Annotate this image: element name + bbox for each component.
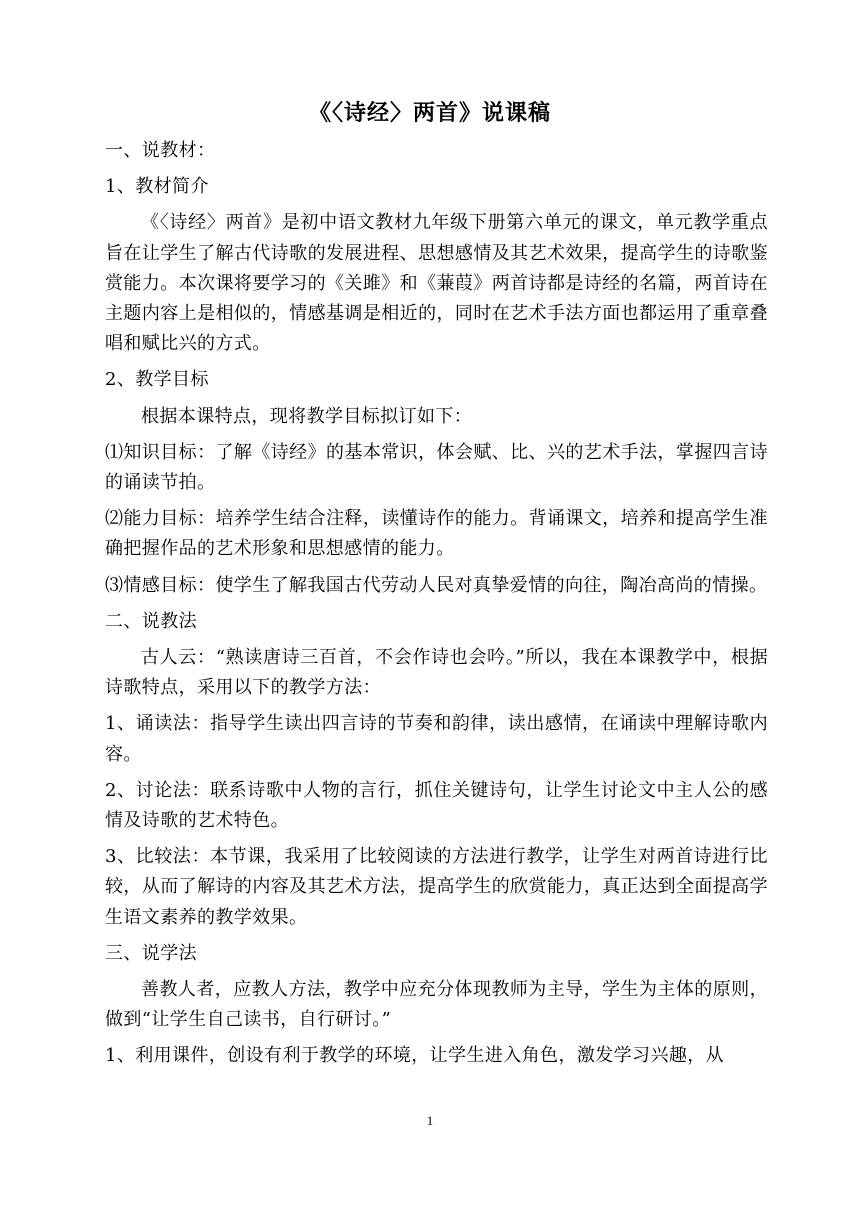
document-title: 《〈诗经〉两首》说课稿 — [308, 101, 551, 126]
paragraph: 1、诵读法：指导学生读出四言诗的节奏和韵律，读出感情，在诵读中理解诗歌内容。 — [105, 713, 768, 765]
paragraph: 二、说教法 — [105, 610, 197, 632]
paragraph: 一、说教材： — [105, 140, 216, 161]
paragraph: 3、比较法：本节课，我采用了比较阅读的方法进行教学，让学生对两首诗进行比较，从而了解诗的内容及其艺术方法，提高学生的欣赏能力，真正达到全面提高学生语文素养的教学效果。 — [105, 846, 768, 928]
paragraph: ⑴知识目标：了解《诗经》的基本常识，体会赋、比、兴的艺术手法，掌握四言诗的诵读节拍。 — [105, 441, 768, 494]
paragraph: 2、讨论法：联系诗歌中人物的言行，抓住关键诗句，让学生讨论文中主人公的感情及诗歌的艺术特色。 — [105, 779, 768, 832]
paragraph: 2、教学目标 — [105, 369, 209, 391]
paragraph: 1、教材简介 — [105, 176, 209, 198]
page-number: 1 — [426, 1113, 434, 1128]
paragraph: 三、说学法 — [105, 942, 197, 964]
paragraph: 古人云：“熟读唐诗三百首，不会作诗也会吟。”所以，我在本课教学中，根据诗歌特点，采用以下的教学方法： — [105, 647, 768, 699]
paragraph: ⑶情感目标：使学生了解我国古代劳动人民对真挚爱情的向往，陶冶高尚的情操。 — [105, 574, 768, 596]
paragraph: 善教人者，应教人方法，教学中应充分体现教师为主导，学生为主体的原则，做到“让学生自己读书，自行研讨。” — [105, 979, 768, 1031]
paragraph: 1、利用课件，创设有利于教学的环境，让学生进入角色，激发学习兴趣，从 — [105, 1045, 725, 1067]
paragraph: ⑵能力目标：培养学生结合注释，读懂诗作的能力。背诵课文，培养和提高学生准确把握作品的艺术形象和思想感情的能力。 — [105, 508, 768, 560]
paragraph: 《〈诗经〉两首》是初中语文教材九年级下册第六单元的课文，单元教学重点旨在让学生了解古代诗歌的发展进程、思想感情及其艺术效果，提高学生的诗歌鉴赏能力。本次课将要学习的《关雎》和《蒹葭》两首诗都是诗经的名篇，两首诗在主题内容上是相似的，情感基调是相近的，同时在艺术手法方面也都运用了重章叠唱和赋比兴的方式。 — [105, 212, 768, 355]
document-body — [105, 136, 768, 1078]
paragraph: 根据本课特点，现将教学目标拟订如下： — [141, 405, 473, 427]
